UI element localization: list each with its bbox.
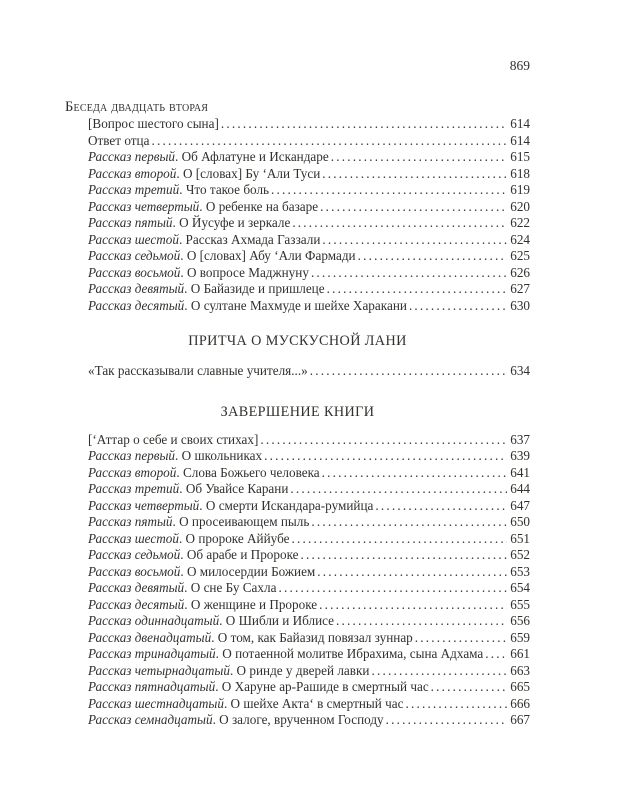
entry-title-italic: Рассказ десятый — [88, 297, 185, 313]
entry-title-italic: Рассказ двенадцатый — [88, 629, 212, 645]
section-heading: ЗАВЕРШЕНИЕ КНИГИ — [220, 403, 375, 420]
dot-leader — [325, 281, 507, 298]
toc-entry — [65, 116, 530, 133]
entry-label: [‘Аттар о себе и своих стихах] — [88, 431, 259, 447]
entry-page-number: 626 — [510, 264, 530, 280]
entry-label: Рассказ первый. Об Афлатуне и Искандаре — [88, 149, 329, 164]
entry-title-italic: Рассказ девятый — [88, 281, 185, 296]
toc-entry — [65, 248, 530, 265]
entry-page-number: 650 — [510, 514, 530, 529]
page-number: 869 — [509, 58, 530, 73]
dot-leader — [309, 265, 507, 282]
dot-leader — [369, 663, 507, 680]
toc-section — [65, 404, 530, 729]
dot-leader — [318, 199, 507, 216]
entry-title-italic: Рассказ четвертый — [88, 497, 200, 513]
entry-title-italic: Рассказ девятый — [88, 580, 185, 595]
entry-label: Рассказ девятый. О сне Бу Сахла — [88, 580, 277, 595]
toc-entry — [65, 149, 530, 166]
entry-label: Рассказ восьмой. О милосердии Божием — [88, 563, 316, 579]
entry-label: Рассказ шестой. О пророке Аййубе — [88, 530, 290, 546]
entry-page-number: 659 — [510, 629, 530, 645]
dot-leader — [320, 465, 507, 482]
entry-page-number: 625 — [510, 248, 530, 263]
toc-entry — [65, 199, 530, 216]
entry-title-italic: Рассказ пятнадцатый — [88, 679, 216, 694]
entry-label: Рассказ четырнадцатый. О ринде у дверей лавки — [88, 662, 370, 678]
entry-label: Ответ отца — [88, 132, 150, 148]
dot-leader — [429, 679, 507, 696]
entry-title-italic: Рассказ одиннадцатый — [88, 613, 220, 628]
entry-page-number: 614 — [510, 116, 530, 131]
entry-page-number: 652 — [510, 547, 530, 562]
entry-title-italic: Рассказ пятый — [88, 514, 173, 529]
entry-page-number: 620 — [510, 198, 530, 214]
dot-leader — [329, 149, 507, 166]
section-heading: ПРИТЧА О МУСКУСНОЙ ЛАНИ — [188, 333, 407, 349]
dot-leader — [403, 696, 507, 713]
entry-title-italic: Рассказ тринадцатый — [88, 646, 216, 661]
entry-title-italic: Рассказ четвертый — [88, 198, 200, 214]
dot-leader — [269, 182, 507, 199]
entry-title-italic: Рассказ семнадцатый — [88, 712, 213, 727]
entry-label: Рассказ второй. Слова Божьего человека — [88, 464, 320, 480]
toc-entry — [65, 363, 530, 380]
entry-label: Рассказ двенадцатый. О том, как Байазид повязал зуннар — [88, 629, 413, 645]
entry-page-number: 653 — [510, 563, 530, 579]
entry-page-number: 639 — [510, 448, 530, 463]
entry-title-italic: Рассказ восьмой — [88, 264, 181, 280]
toc-entry — [65, 696, 530, 713]
dot-leader — [276, 580, 507, 597]
dot-leader — [288, 481, 507, 498]
entry-label: Рассказ шестнадцатый. О шейхе Актаʻ в смертный час — [88, 695, 404, 711]
dot-leader — [334, 613, 507, 630]
entry-label: Рассказ пятый. О просеивающем пыль — [88, 514, 310, 529]
entry-label: Рассказ второй. О [словах] Бу ‘Али Туси — [88, 165, 321, 181]
entry-page-number: 641 — [510, 464, 530, 480]
entry-title-italic: Рассказ десятый — [88, 596, 185, 612]
entry-label: Рассказ четвертый. О смерти Искандара-румийца — [88, 497, 374, 513]
entry-label: Рассказ седьмой. Об арабе и Пророке — [88, 547, 299, 562]
dot-leader — [384, 712, 507, 729]
entry-title-italic: Рассказ четырнадцатый — [88, 662, 230, 678]
entry-page-number: 619 — [510, 182, 530, 197]
entry-title-italic: Рассказ второй — [88, 464, 177, 480]
entry-title-italic: Рассказ пятый — [88, 215, 173, 230]
toc-entry — [65, 166, 530, 183]
entry-label: Рассказ четвертый. О ребенке на базаре — [88, 198, 319, 214]
entry-title-italic: Рассказ первый — [88, 448, 176, 463]
toc-entry — [65, 232, 530, 249]
dot-leader — [289, 531, 507, 548]
entry-label: Рассказ восьмой. О вопросе Маджнуну — [88, 264, 309, 280]
entry-label: «Так рассказывали славные учителя...» — [88, 363, 308, 378]
entry-page-number: 654 — [510, 580, 530, 595]
entry-label: Рассказ одиннадцатый. О Шибли и Иблисе — [88, 613, 335, 628]
dot-leader — [219, 116, 507, 133]
dot-leader — [315, 564, 507, 581]
entry-label: Рассказ седьмой. О [словах] Абу ‘Али Фармади — [88, 248, 356, 263]
entry-title-italic: Рассказ шестой — [88, 530, 179, 546]
entry-title-italic: Рассказ второй — [88, 165, 177, 181]
toc-entry — [65, 182, 530, 199]
entry-page-number: 661 — [510, 646, 530, 661]
dot-leader — [308, 363, 507, 380]
entry-page-number: 627 — [510, 281, 530, 296]
entry-page-number: 666 — [510, 695, 530, 711]
entry-page-number: 644 — [510, 481, 530, 496]
entry-page-number: 615 — [510, 149, 530, 164]
entry-page-number: 634 — [510, 363, 530, 378]
entry-label: Рассказ пятнадцатый. О Харуне ар-Рашиде в смертный час — [88, 679, 429, 694]
toc-entry — [65, 630, 530, 647]
toc-section — [65, 99, 530, 314]
entry-page-number: 667 — [510, 712, 530, 727]
dot-leader — [483, 646, 507, 663]
toc-entry — [65, 646, 530, 663]
entry-page-number: 618 — [510, 165, 530, 181]
entry-label: Рассказ девятый. О Байазиде и пришлеце — [88, 281, 325, 296]
toc-entry — [65, 514, 530, 531]
toc-entry — [65, 432, 530, 449]
dot-leader — [407, 298, 507, 315]
entry-title-italic: Рассказ третий — [88, 481, 180, 496]
toc-entry — [65, 465, 530, 482]
toc-entry — [65, 448, 530, 465]
toc-entry — [65, 663, 530, 680]
entry-title-italic: Рассказ шестнадцатый — [88, 695, 224, 711]
dot-leader — [317, 597, 507, 614]
entry-page-number: 637 — [510, 431, 530, 447]
entry-title-italic: Рассказ третий — [88, 182, 180, 197]
dot-leader — [320, 232, 507, 249]
toc-entry — [65, 597, 530, 614]
toc-entry — [65, 679, 530, 696]
dot-leader — [373, 498, 507, 515]
toc-entry — [65, 531, 530, 548]
toc-entry — [65, 547, 530, 564]
entry-title-italic: Рассказ седьмой — [88, 248, 181, 263]
entry-page-number: 656 — [510, 613, 530, 628]
dot-leader — [309, 514, 507, 531]
toc-entry — [65, 564, 530, 581]
dot-leader — [262, 448, 507, 465]
entry-page-number: 655 — [510, 596, 530, 612]
toc-entry — [65, 580, 530, 597]
entry-page-number: 630 — [510, 297, 530, 313]
toc-entry — [65, 712, 530, 729]
entry-page-number: 624 — [510, 231, 530, 247]
entry-label: Рассказ тринадцатый. О потаенной молитве Ибрахима, сына Адхама — [88, 646, 484, 661]
dot-leader — [356, 248, 507, 265]
toc-entry — [65, 281, 530, 298]
dot-leader — [290, 215, 507, 232]
entry-title-italic: Рассказ шестой — [88, 231, 179, 247]
entry-title-italic: Рассказ седьмой — [88, 547, 181, 562]
toc-entry — [65, 265, 530, 282]
toc-entry — [65, 613, 530, 630]
entry-page-number: 663 — [510, 662, 530, 678]
toc-entry — [65, 298, 530, 315]
toc-section — [65, 333, 530, 380]
section-heading: Беседа двадцать вторая — [65, 99, 209, 115]
entry-title-italic: Рассказ первый — [88, 149, 176, 164]
entry-page-number: 651 — [510, 530, 530, 546]
dot-leader — [413, 630, 507, 647]
entry-label: Рассказ третий. Что такое боль — [88, 182, 270, 197]
dot-leader — [299, 547, 507, 564]
entry-page-number: 665 — [510, 679, 530, 694]
dot-leader — [149, 133, 507, 150]
entry-page-number: 622 — [510, 215, 530, 230]
entry-label: Рассказ десятый. О султане Махмуде и шейхе Харакани — [88, 297, 407, 313]
entry-label: Рассказ первый. О школьниках — [88, 448, 263, 463]
entry-label: Рассказ шестой. Рассказ Ахмада Газзали — [88, 231, 321, 247]
entry-label: Рассказ семнадцатый. О залоге, врученном Господу — [88, 712, 384, 727]
entry-label: Рассказ третий. Об Увайсе Карани — [88, 481, 289, 496]
toc-entry — [65, 133, 530, 150]
entry-label: Рассказ десятый. О женщине и Пророке — [88, 596, 318, 612]
entry-label: [Вопрос шестого сына] — [88, 116, 219, 131]
dot-leader — [258, 432, 507, 449]
dot-leader — [320, 166, 507, 183]
entry-page-number: 614 — [510, 132, 530, 148]
entry-label: Рассказ пятый. О Йусуфе и зеркале — [88, 215, 291, 230]
toc-entry — [65, 481, 530, 498]
entry-title-italic: Рассказ восьмой — [88, 563, 181, 579]
toc-entry — [65, 498, 530, 515]
entry-page-number: 647 — [510, 497, 530, 513]
toc-entry — [65, 215, 530, 232]
table-of-contents — [65, 99, 530, 729]
